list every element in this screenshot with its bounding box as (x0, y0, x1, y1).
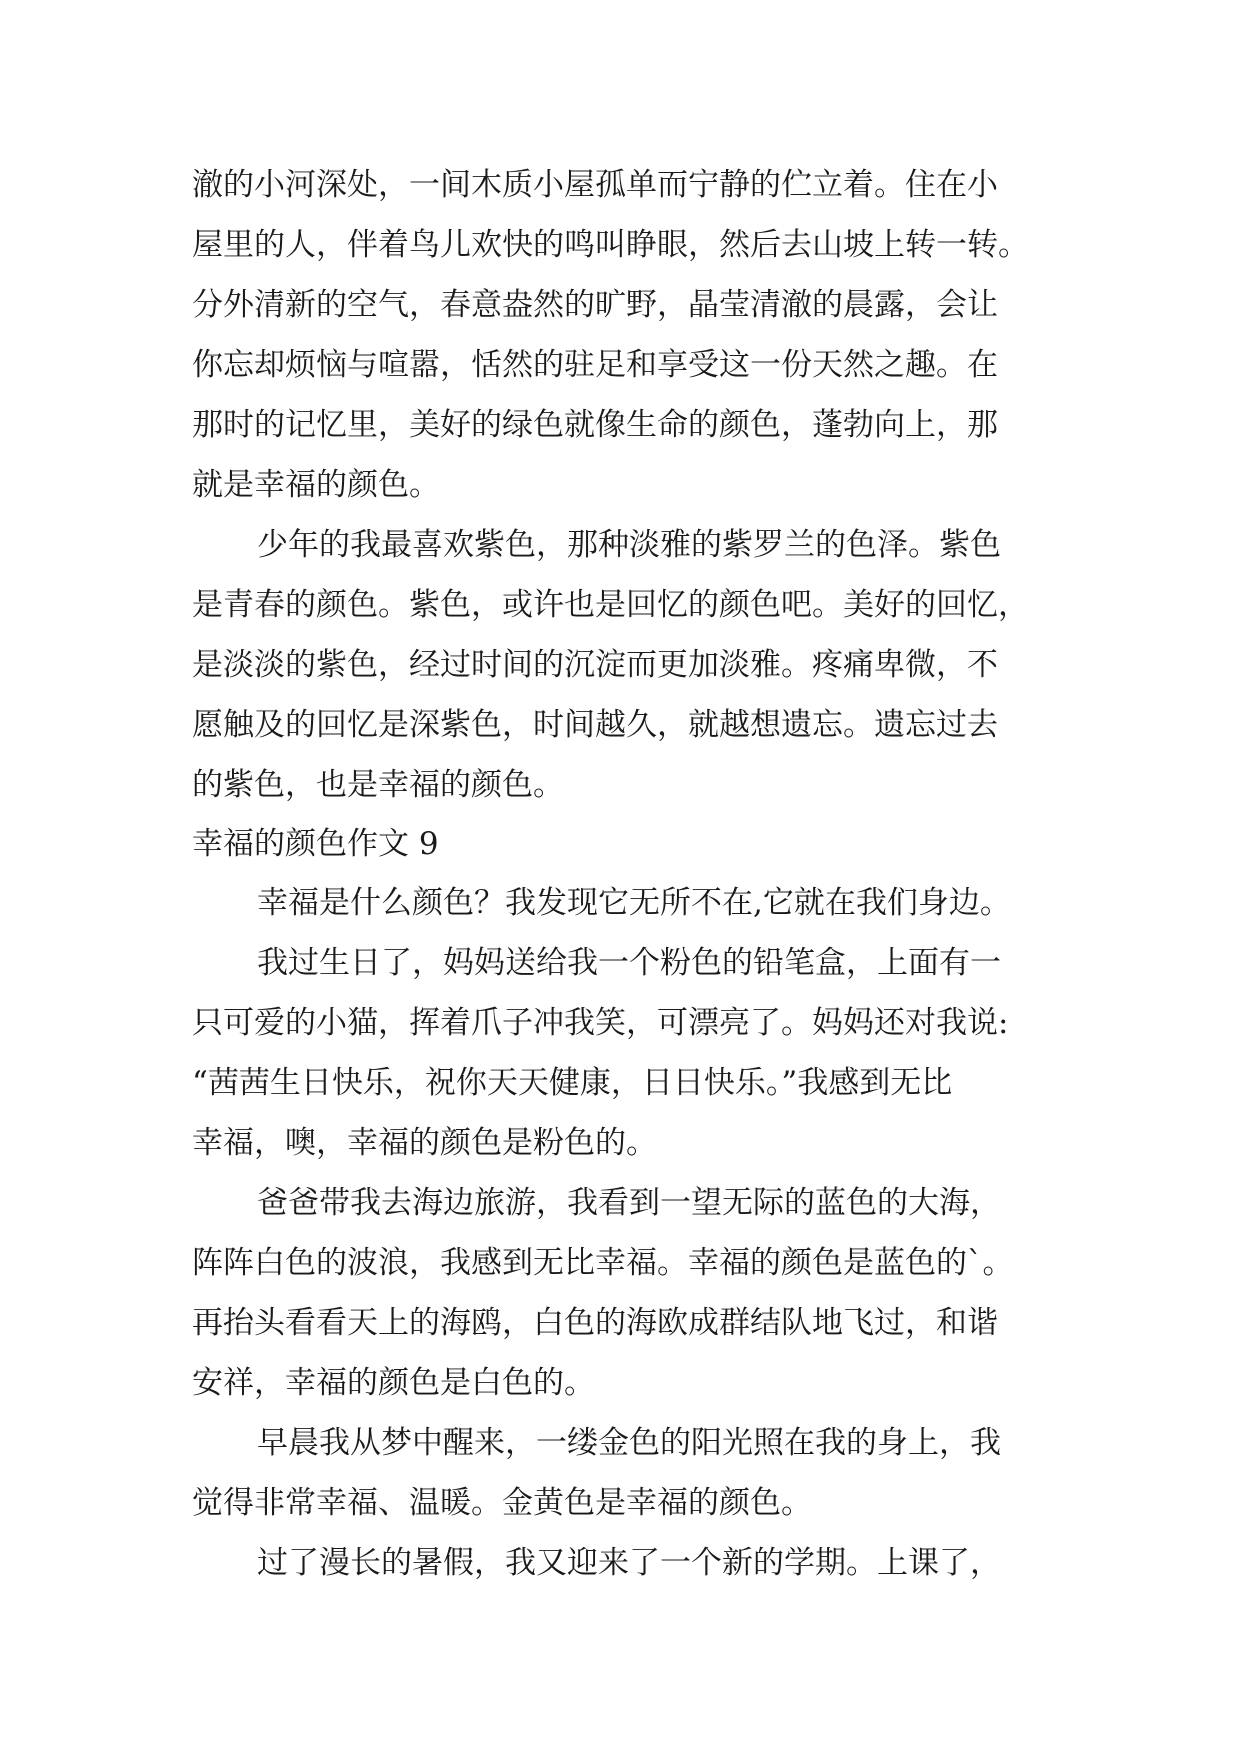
paragraph-first-line: 幸福是什么颜色？我发现它无所不在,它就在我们身边。 (257, 885, 1011, 921)
text-line: 幸福，噢，幸福的颜色是粉色的。 (192, 1125, 657, 1161)
essay-text (192, 155, 1062, 1593)
text-line: 是淡淡的紫色，经过时间的沉淀而更加淡雅。疼痛卑微，不 (192, 647, 998, 683)
text-line: 是青春的颜色。紫色，或许也是回忆的颜色吧。美好的回忆， (192, 587, 1029, 623)
paragraph-first-line: 过了漫长的暑假，我又迎来了一个新的学期。上课了， (257, 1545, 1001, 1581)
paragraph-first-line: 我过生日了，妈妈送给我一个粉色的铅笔盒，上面有一 (257, 945, 1001, 981)
text-line: 再抬头看看天上的海鸥，白色的海欧成群结队地飞过，和谐 (192, 1305, 998, 1341)
text-line: 只可爱的小猫，挥着爪子冲我笑，可漂亮了。妈妈还对我说: (192, 1005, 1009, 1041)
text-line: 分外清新的空气，春意盎然的旷野，晶莹清澈的晨露，会让 (192, 287, 998, 323)
text-line: 你忘却烦恼与喧嚣，恬然的驻足和享受这一份天然之趣。在 (192, 347, 998, 383)
text-line: 愿触及的回忆是深紫色，时间越久，就越想遗忘。遗忘过去 (192, 707, 998, 743)
text-line: 阵阵白色的波浪，我感到无比幸福。幸福的颜色是蓝色的`。 (192, 1245, 1014, 1281)
text-line: 那时的记忆里，美好的绿色就像生命的颜色，蓬勃向上，那 (192, 407, 998, 443)
text-line: 的紫色，也是幸福的颜色。 (192, 767, 564, 803)
text-line: 安祥，幸福的颜色是白色的。 (192, 1365, 595, 1401)
paragraph-first-line: 早晨我从梦中醒来，一缕金色的阳光照在我的身上，我 (257, 1425, 1001, 1461)
paragraph-first-line: 少年的我最喜欢紫色，那种淡雅的紫罗兰的色泽。紫色 (257, 527, 1001, 563)
text-line: “茜茜生日快乐，祝你天天健康，日日快乐。”我感到无比 (192, 1065, 953, 1101)
paragraph-first-line: 爸爸带我去海边旅游，我看到一望无际的蓝色的大海， (257, 1185, 1001, 1221)
essay-heading: 幸福的颜色作文 9 (192, 826, 439, 862)
text-line: 澈的小河深处，一间木质小屋孤单而宁静的伫立着。住在小 (192, 167, 998, 203)
text-line: 就是幸福的颜色。 (192, 467, 440, 503)
text-line: 觉得非常幸福、温暖。金黄色是幸福的颜色。 (192, 1485, 812, 1521)
text-line: 屋里的人，伴着鸟儿欢快的鸣叫睁眼，然后去山坡上转一转。 (192, 227, 1029, 263)
